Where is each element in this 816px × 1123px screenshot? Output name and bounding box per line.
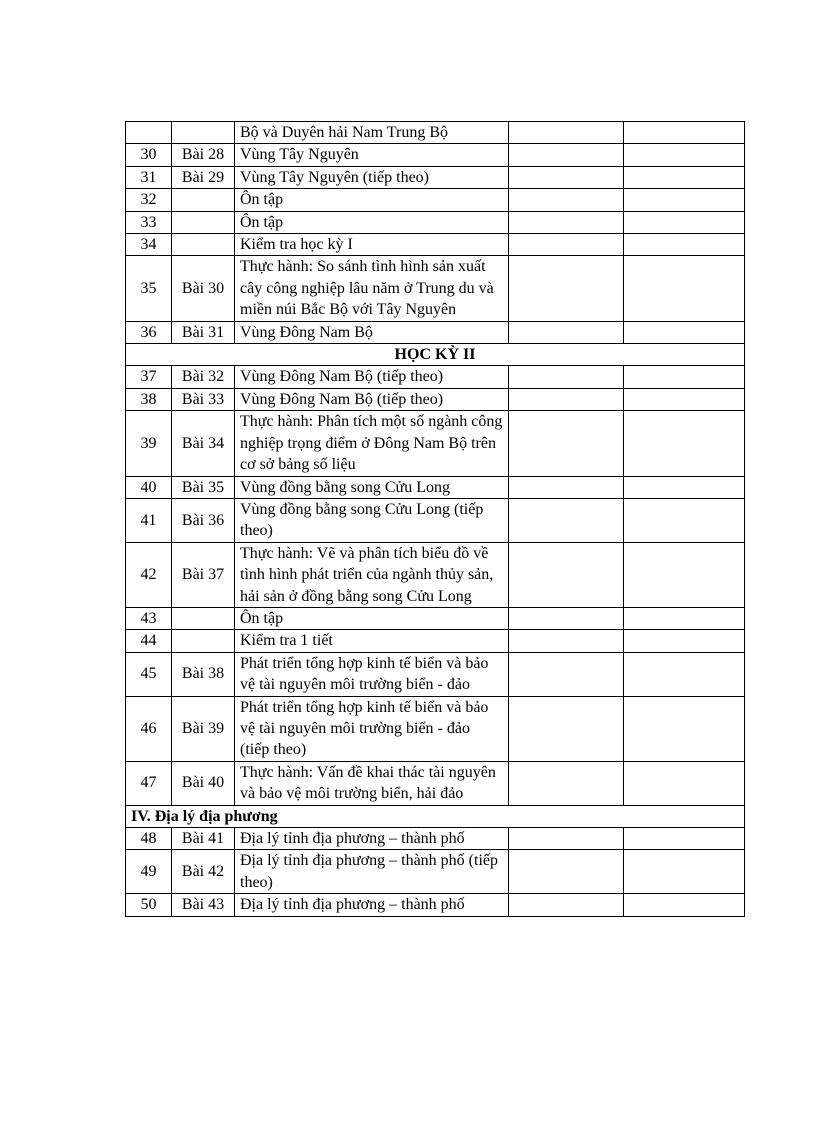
notes-cell-2 [624,122,745,144]
table-row [126,388,745,410]
lesson-cell [172,122,235,144]
week-number-cell: 48 [126,828,172,850]
notes-cell-1 [509,122,624,144]
lesson-content-cell: Vùng Đông Nam Bộ [235,321,509,343]
notes-cell-1 [509,894,624,916]
week-number-cell: 42 [126,542,172,607]
lesson-content-cell: Vùng Tây Nguyên [235,144,509,166]
week-number-cell: 38 [126,388,172,410]
lesson-cell: Bài 39 [172,696,235,761]
lesson-cell: Bài 31 [172,321,235,343]
notes-cell-2 [624,607,745,629]
notes-cell-2 [624,166,745,188]
lesson-content-cell: Vùng đồng bằng song Cửu Long (tiếp theo) [235,498,509,542]
week-number-cell: 32 [126,189,172,211]
lesson-cell: Bài 41 [172,828,235,850]
week-number-cell: 34 [126,234,172,256]
notes-cell-1 [509,388,624,410]
lesson-content-cell: Vùng Đông Nam Bộ (tiếp theo) [235,366,509,388]
lesson-cell: Bài 34 [172,411,235,476]
lesson-cell: Bài 28 [172,144,235,166]
notes-cell-1 [509,321,624,343]
notes-cell-2 [624,211,745,233]
lesson-content-cell: Phát triển tổng hợp kinh tế biển và bảo vệ tài nguyên môi trường biển - đảo (tiếp theo) [235,696,509,761]
week-number-cell: 37 [126,366,172,388]
table-row [126,144,745,166]
notes-cell-2 [624,411,745,476]
notes-cell-2 [624,542,745,607]
week-number-cell: 36 [126,321,172,343]
week-number-cell: 35 [126,256,172,321]
table-row [126,828,745,850]
table-row [126,234,745,256]
notes-cell-1 [509,411,624,476]
table-row [126,607,745,629]
notes-cell-1 [509,234,624,256]
lesson-content-cell: Bộ và Duyên hải Nam Trung Bộ [235,122,509,144]
curriculum-table [125,121,745,917]
lesson-content-cell: Địa lý tỉnh địa phương – thành phố [235,894,509,916]
lesson-content-cell: Vùng Tây Nguyên (tiếp theo) [235,166,509,188]
lesson-content-cell: Ôn tập [235,211,509,233]
notes-cell-1 [509,256,624,321]
lesson-cell [172,234,235,256]
table-row [126,256,745,321]
notes-cell-1 [509,761,624,805]
notes-cell-2 [624,476,745,498]
notes-cell-1 [509,476,624,498]
table-row [126,894,745,916]
notes-cell-1 [509,189,624,211]
notes-cell-1 [509,850,624,894]
notes-cell-1 [509,366,624,388]
notes-cell-2 [624,256,745,321]
notes-cell-1 [509,166,624,188]
lesson-cell: Bài 40 [172,761,235,805]
lesson-content-cell: Phát triển tổng hợp kinh tế biển và bảo vệ tài nguyên môi trường biển - đảo [235,652,509,696]
notes-cell-2 [624,366,745,388]
week-number-cell: 31 [126,166,172,188]
lesson-content-cell: Địa lý tỉnh địa phương – thành phố [235,828,509,850]
notes-cell-1 [509,542,624,607]
table-row [126,652,745,696]
lesson-content-cell: Địa lý tỉnh địa phương – thành phố (tiếp theo) [235,850,509,894]
table-row [126,761,745,805]
week-number-cell: 47 [126,761,172,805]
table-row [126,850,745,894]
lesson-cell: Bài 42 [172,850,235,894]
section-title: HỌC KỲ II [126,344,745,366]
week-number-cell [126,122,172,144]
section-header-row [126,805,745,827]
notes-cell-2 [624,828,745,850]
lesson-cell [172,189,235,211]
table-row [126,696,745,761]
table-body [126,122,745,917]
lesson-content-cell: Kiểm tra 1 tiết [235,630,509,652]
notes-cell-2 [624,498,745,542]
notes-cell-1 [509,144,624,166]
notes-cell-2 [624,894,745,916]
notes-cell-1 [509,696,624,761]
week-number-cell: 50 [126,894,172,916]
week-number-cell: 30 [126,144,172,166]
table-row [126,630,745,652]
notes-cell-1 [509,828,624,850]
table-row [126,476,745,498]
notes-cell-2 [624,850,745,894]
notes-cell-2 [624,234,745,256]
table-row [126,366,745,388]
notes-cell-2 [624,144,745,166]
week-number-cell: 39 [126,411,172,476]
lesson-cell: Bài 38 [172,652,235,696]
table-row [126,211,745,233]
lesson-cell: Bài 36 [172,498,235,542]
lesson-cell [172,607,235,629]
section-title: IV. Địa lý địa phương [126,805,745,827]
notes-cell-1 [509,652,624,696]
lesson-content-cell: Kiểm tra học kỳ I [235,234,509,256]
notes-cell-2 [624,761,745,805]
table-row [126,166,745,188]
week-number-cell: 40 [126,476,172,498]
lesson-content-cell: Thực hành: Vấn đề khai thác tài nguyên và bảo vệ môi trường biển, hải đảo [235,761,509,805]
lesson-content-cell: Thực hành: Vẽ và phân tích biểu đồ về tình hình phát triển của ngành thủy sản, hải sản ở đồng bằng song Cửu Long [235,542,509,607]
lesson-cell: Bài 30 [172,256,235,321]
week-number-cell: 41 [126,498,172,542]
lesson-content-cell: Ôn tập [235,607,509,629]
week-number-cell: 44 [126,630,172,652]
lesson-cell: Bài 35 [172,476,235,498]
notes-cell-1 [509,211,624,233]
notes-cell-1 [509,498,624,542]
week-number-cell: 46 [126,696,172,761]
notes-cell-2 [624,696,745,761]
notes-cell-2 [624,388,745,410]
week-number-cell: 43 [126,607,172,629]
lesson-content-cell: Thực hành: Phân tích một số ngành công nghiệp trọng điểm ở Đông Nam Bộ trên cơ sở bảng số liệu [235,411,509,476]
table-row [126,321,745,343]
week-number-cell: 33 [126,211,172,233]
lesson-content-cell: Vùng Đông Nam Bộ (tiếp theo) [235,388,509,410]
lesson-cell [172,211,235,233]
notes-cell-1 [509,630,624,652]
table-row [126,498,745,542]
notes-cell-2 [624,652,745,696]
lesson-content-cell: Thực hành: So sánh tình hình sản xuất cây công nghiệp lâu năm ở Trung du và miền núi Bắc Bộ với Tây Nguyên [235,256,509,321]
week-number-cell: 45 [126,652,172,696]
lesson-content-cell: Vùng đồng bằng song Cửu Long [235,476,509,498]
section-header-row [126,344,745,366]
table-row [126,189,745,211]
notes-cell-2 [624,630,745,652]
lesson-cell [172,630,235,652]
notes-cell-2 [624,321,745,343]
notes-cell-2 [624,189,745,211]
lesson-cell: Bài 33 [172,388,235,410]
table-row [126,542,745,607]
week-number-cell: 49 [126,850,172,894]
table-row [126,411,745,476]
lesson-content-cell: Ôn tập [235,189,509,211]
lesson-cell: Bài 32 [172,366,235,388]
lesson-cell: Bài 43 [172,894,235,916]
table-row [126,122,745,144]
lesson-cell: Bài 37 [172,542,235,607]
notes-cell-1 [509,607,624,629]
lesson-cell: Bài 29 [172,166,235,188]
